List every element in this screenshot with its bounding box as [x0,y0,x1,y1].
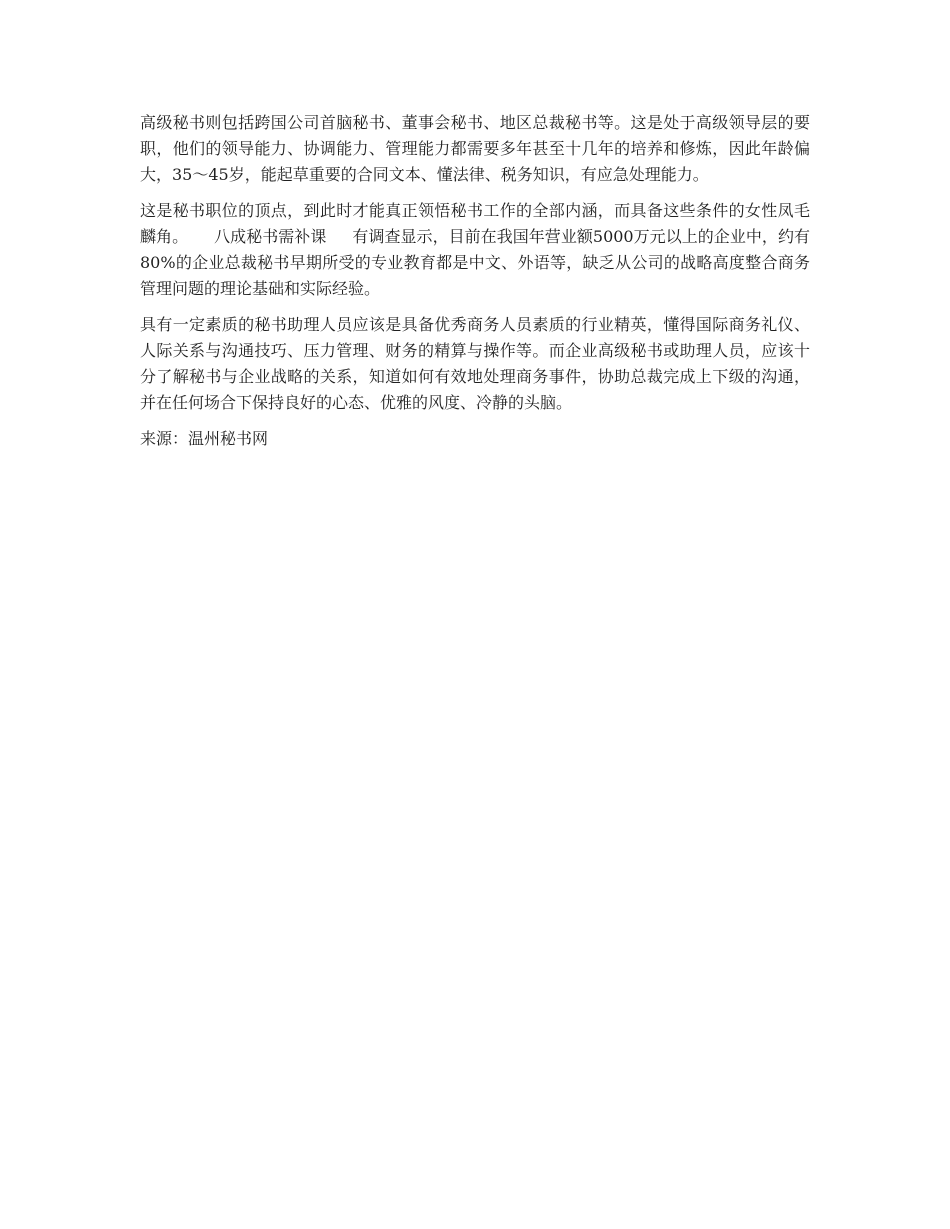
paragraph-survey-text: 有调查显示，目前在我国年营业额5000万元以上的企业中，约有80%的企业总裁秘书早期所受的专业教育都是中文、外语等，缺乏从公司的战略高度整合商务管理问题的理论基础和实际经验。 [140,227,810,298]
section-subheading: 八成秘书需补课 [214,227,327,246]
paragraph-secretary-peak [140,198,810,302]
document-body [140,110,810,462]
paragraph-secretary-qualities: 具有一定素质的秘书助理人员应该是具备优秀商务人员素质的行业精英，懂得国际商务礼仪、人际关系与沟通技巧、压力管理、财务的精算与操作等。而企业高级秘书或助理人员，应该十分了解秘书与企业战略的关系，知道如何有效地处理商务事件，协助总裁完成上下级的沟通，并在任何场合下保持良好的心态、优雅的风度、冷静的头脑。 [140,315,810,412]
paragraph-secretary-peak-text: 这是秘书职位的顶点，到此时才能真正领悟秘书工作的全部内涵，而具备这些条件的女性凤毛麟角。 [140,201,810,246]
source-line: 来源：温州秘书网 [140,429,269,448]
paragraph-senior-secretary: 高级秘书则包括跨国公司首脑秘书、董事会秘书、地区总裁秘书等。这是处于高级领导层的要职，他们的领导能力、协调能力、管理能力都需要多年甚至十几年的培养和修炼，因此年龄偏大，35～45岁，能起草重要的合同文本、懂法律、税务知识，有应急处理能力。 [140,113,810,184]
